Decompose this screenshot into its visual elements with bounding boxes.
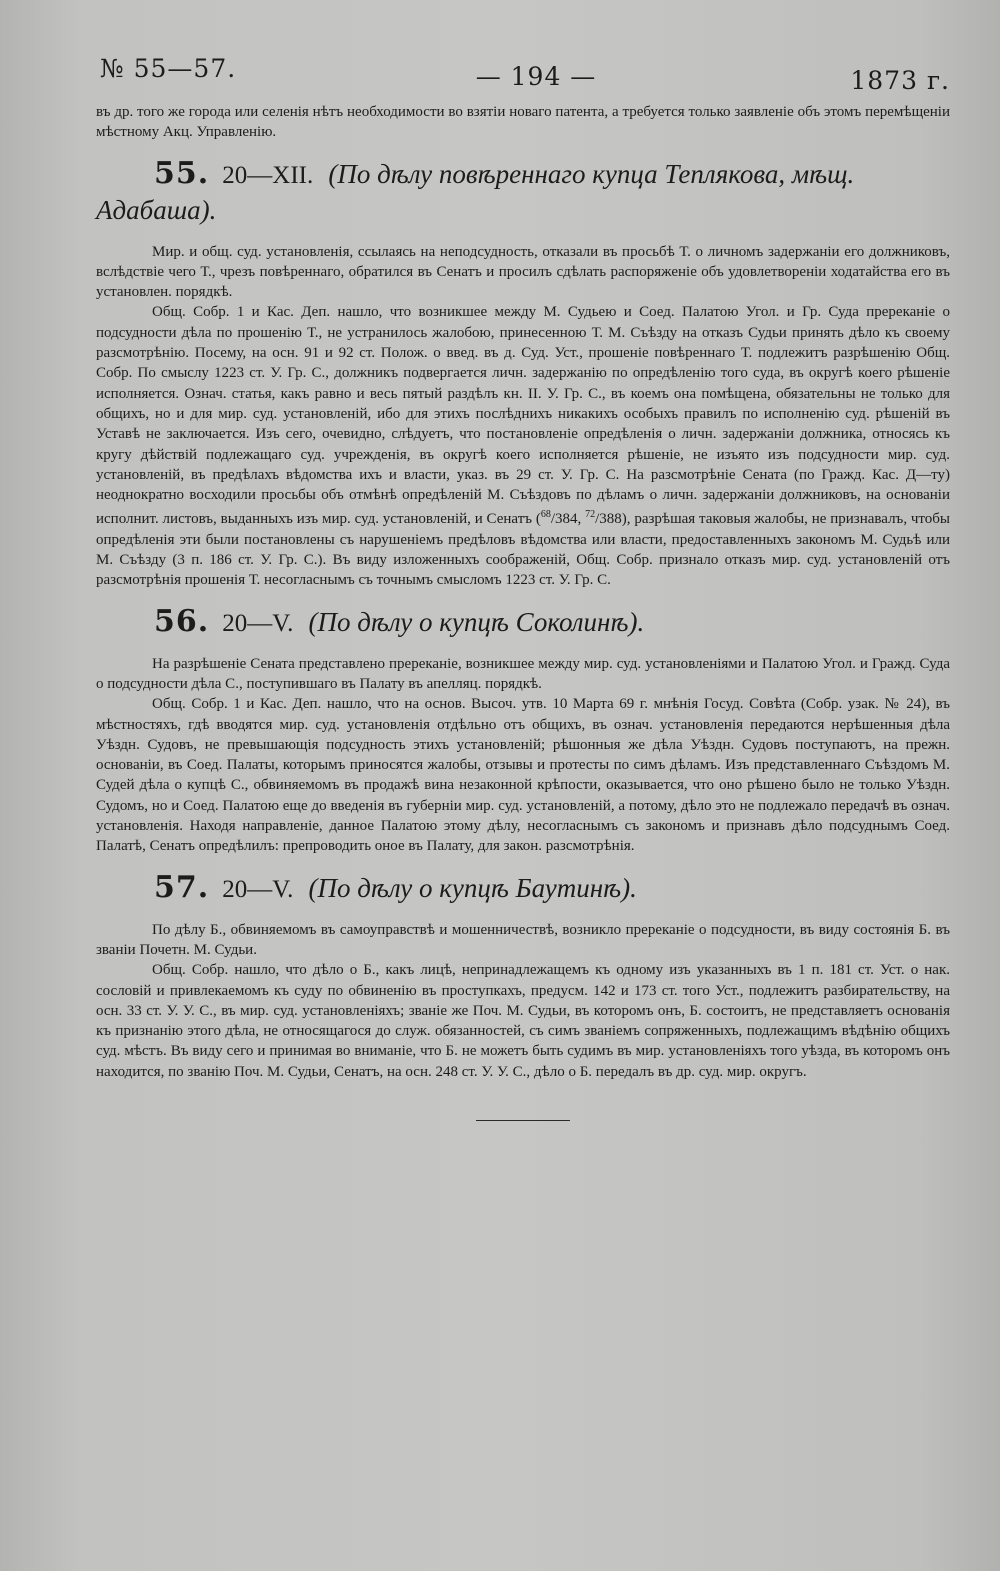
page-header xyxy=(96,46,950,102)
section-range: № 55—57. xyxy=(100,54,237,83)
citation-1-den: /384, xyxy=(550,511,586,528)
citation-1-num: 68 xyxy=(540,509,551,521)
section-55-heading xyxy=(96,157,950,230)
section-57-number: 57. xyxy=(154,869,210,905)
citation-2-num: 72 xyxy=(585,509,596,521)
section-56-number: 56. xyxy=(154,603,210,639)
section-56-date: 20—V. xyxy=(222,609,294,637)
section-57-paragraph-2: Общ. Собр. нашло, что дѣло о Б., какъ лицѣ, непринадлежащемъ къ одному изъ указанныхъ въ 1 п. 181 ст. Уст. о нак. сословій и привлекаемомъ къ суду по обвиненію въ проступкахъ, предусм. 142 и 173 ст. того Уст., подлежитъ разбирательству, на осн. 33 ст. У. У. С., въ мир. суд. установленіяхъ; званіе же Поч. М. Судьи, въ которомъ онъ, Б. состоитъ, не представляетъ основанія къ признанію этого дѣла, не относящагося до служ. обязанностей, съ симъ званіемъ сопряженныхъ, подлежащимъ вѣдѣнію общихъ суд. мѣстъ. Въ виду сего и принимая во вниманіе, что Б. не можетъ быть судимъ въ мир. установленіяхъ того уѣзда, въ которомъ онъ находится, по званію Поч. М. Судьи, Сенатъ, на осн. 248 ст. У. У. С., дѣло о Б. передалъ въ др. суд. мир. округъ. xyxy=(96,962,950,1080)
closing-rule xyxy=(476,1120,570,1121)
section-55-number: 55. xyxy=(154,155,210,191)
section-55-text-a: Общ. Собр. 1 и Кас. Деп. нашло, что возникшее между М. Судьею и Соед. Палатою Угол. и Гр. Суда пререканіе о подсудности дѣла по прошенію Т., не устранилось жалобою, принесенною Т. М. Съѣзду на отказъ Судьи принять дѣло къ своему разсмотрѣнію. Посему, на осн. 91 и 92 ст. Полож. о введ. въ д. Суд. Уст., прошеніе повѣреннаго Т. подлежитъ разрѣшенію Общ. Собр. По смыслу 1223 ст. У. Гр. С., должникъ подвергается личн. задержанію по опредѣленію того суда, въ округѣ коего рѣшеніе исполняется. Означ. статья, какъ равно и весь пятый раздѣлъ кн. II. У. Гр. С., въ коемъ она помѣщена, обязательны не только для общихъ, но и для мир. суд. установленій, ибо для этихъ послѣднихъ никакихъ особыхъ правилъ по исполненію суд. рѣшеній въ Уставѣ не заключается. Изъ сего, очевидно, слѣдуетъ, что постановленіе опредѣленія о личн. задержаніи должника, относясь къ кругу дѣйствій подлежащаго суд. учрежденія, въ округѣ коего исполняется рѣшеніе, не изъято изъ подсудности мир. суд. установленій, въ предѣлахъ вѣдомства ихъ и власти, указ. въ 29 ст. У. Гр. С. На разсмотрѣніе Сената (по Гражд. Кас. Д—ту) неоднократно восходили просьбы объ отмѣнѣ опредѣленій М. Съѣздовъ по дѣламъ о личн. задержаніи должниковъ, на основаніи исполнит. листовъ, выданныхъ изъ мир. суд. установленій, и Сенатъ xyxy=(96,304,950,528)
citation-close: ), xyxy=(621,511,635,528)
section-56-paragraph-1: На разрѣшеніе Сената представлено пререканіе, возникшее между мир. суд. установленіями и Палатою Угол. и Гражд. Суда о подсудности дѣла С., поступившаго въ Палату въ апелляц. порядкѣ. xyxy=(96,655,950,692)
intro-paragraph: въ др. того же города или селенія нѣтъ необходимости во взятіи новаго патента, а требуется только заявленіе объ этомъ перемѣщеніи мѣстному Акц. Управленію. xyxy=(96,104,950,141)
citation-open: ( xyxy=(532,511,541,528)
section-57-heading xyxy=(96,871,950,908)
year-label: 1873 г. xyxy=(850,66,950,95)
section-56-heading xyxy=(96,605,950,642)
citation-2-den: /388 xyxy=(595,511,622,528)
section-55-paragraph-2 xyxy=(96,302,950,590)
section-56-paragraph-2: Общ. Собр. 1 и Кас. Деп. нашло, что на основ. Высоч. утв. 10 Марта 69 г. мнѣнія Госуд. Совѣта (Собр. узак. № 24), въ мѣстностяхъ, гдѣ вводятся мир. суд. установленія отдѣльно отъ общихъ, въ означ. установленія передаются нерѣшенныя дѣла Уѣздн. Судовъ, не превышающія подсудность этихъ установленій; рѣшонныя же дѣла Уѣздн. Судовъ поступаютъ, на прежн. основаніи, въ Соед. Палаты, которымъ приносятся жалобы, отзывы и протесты по симъ дѣламъ. Изъ представленнаго Съѣздомъ М. Судей дѣла о купцѣ С., обвиняемомъ въ продажѣ вина незаконной крѣпости, оказывается, что оно рѣшено было не только Уѣздн. Судомъ, но и Соед. Палатою еще до введенія въ губерніи мир. суд. установленій, а потому, дѣло это не подлежало передачѣ въ означ. установленія. Находя направленіе, данное Палатою этому дѣлу, несогласнымъ съ закономъ и признавъ дѣло подсуднымъ Соед. Палатѣ, Сенатъ опредѣлилъ: препроводить оное въ Палату, для закон. разсмотрѣнія. xyxy=(96,696,950,855)
section-56-title: (По дѣлу о купцѣ Соколинѣ). xyxy=(308,606,645,637)
section-55-title: (По дѣлу повѣреннаго купца Теплякова, мѣщ. Адабаша). xyxy=(96,158,855,225)
section-55-paragraph-1: Мир. и общ. суд. установленія, ссылаясь на неподсудность, отказали въ просьбѣ Т. о личномъ задержаніи его должниковъ, вслѣдствіе чего Т., чрезъ повѣреннаго, обратился въ Сенатъ и просилъ сдѣлать распоряженіе объ удовлетвореніи ходатайства его въ установлен. порядкѣ. xyxy=(96,243,950,301)
section-57-paragraph-1: По дѣлу Б., обвиняемомъ въ самоуправствѣ и мошенничествѣ, возникло пререканіе о подсудности, въ виду состоянія Б. въ званіи Почетн. М. Судьи. xyxy=(96,921,950,958)
section-57-date: 20—V. xyxy=(222,875,294,903)
section-57-title: (По дѣлу о купцѣ Баутинѣ). xyxy=(308,872,637,903)
section-55-text-b: разрѣшая таковыя жалобы, не признавалъ, чтобы опредѣленія эти были постановлены съ нарушеніемъ предѣловъ вѣдомства или власти, предоставленныхъ закономъ М. Судьѣ или М. Съѣзду (3 п. 186 ст. У. Гр. С.). Въ виду изложенныхъ соображеній, Общ. Собр. признало отказъ мир. суд. установленій отъ разсмотрѣнія прошенія Т. несогласнымъ съ точнымъ смысломъ 1223 ст. У. Гр. С. xyxy=(96,511,951,589)
section-55-date: 20—XII. xyxy=(222,161,314,189)
page-number: — 194 — xyxy=(475,62,597,91)
